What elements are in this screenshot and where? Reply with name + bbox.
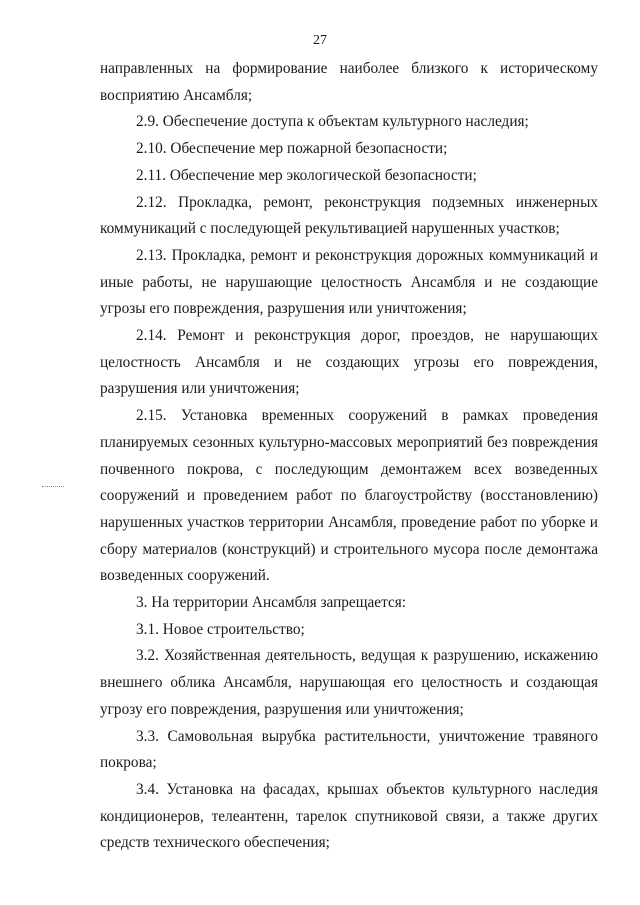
scan-artifact xyxy=(42,486,64,489)
paragraph-3-3: 3.3. Самовольная вырубка растительности, уничтожение травяного покрова; xyxy=(100,727,598,772)
paragraph-3: 3. На территории Ансамбля запрещается: xyxy=(136,594,407,612)
paragraph-2-11: 2.11. Обеспечение мер экологической безопасности; xyxy=(136,166,477,184)
page-number: 27 xyxy=(313,33,327,48)
paragraph-2-12: 2.12. Прокладка, ремонт, реконструкция подземных инженерных коммуникаций с последующей рекультивацией нарушенных участков; xyxy=(100,193,598,238)
paragraph-2-13: 2.13. Прокладка, ремонт и реконструкция дорожных коммуникаций и иные работы, не нарушающие целостность Ансамбля и не создающие угрозы его повреждения, разрушения или уничтожения; xyxy=(100,246,598,318)
paragraph-continuation: направленных на формирование наиболее близкого к историческому восприятию Ансамбля; xyxy=(100,60,598,104)
paragraph-3-4: 3.4. Установка на фасадах, крышах объектов культурного наследия кондиционеров, телеантенн, тарелок спутниковой связи, а также других средств технического обеспечения; xyxy=(100,780,598,852)
paragraph-3-2: 3.2. Хозяйственная деятельность, ведущая к разрушению, искажению внешнего облика Ансамбля, нарушающая его целостность и создающая угрозу его повреждения, разрушения или уничтожения; xyxy=(100,647,598,718)
paragraph-2-15: 2.15. Установка временных сооружений в рамках проведения планируемых сезонных культурно-массовых мероприятий без повреждения почвенного покрова, с последующим демонтажем всех возведенных сооружений и проведением работ по благоустройству (восстановлению) нарушенных участков территории Ансамбля, проведение работ по уборке и сбору материалов (конструкций) и строительного мусора после демонтажа возведенных сооружений. xyxy=(100,407,598,585)
paragraph-2-10: 2.10. Обеспечение мер пожарной безопасности; xyxy=(136,140,448,158)
document-body xyxy=(100,56,598,857)
paragraph-2-9: 2.9. Обеспечение доступа к объектам культурного наследия; xyxy=(136,113,529,131)
paragraph-2-14: 2.14. Ремонт и реконструкция дорог, проездов, не нарушающих целостность Ансамбля и не создающих угрозы его повреждения, разрушения или уничтожения; xyxy=(100,327,598,398)
paragraph-3-1: 3.1. Новое строительство; xyxy=(136,620,305,638)
